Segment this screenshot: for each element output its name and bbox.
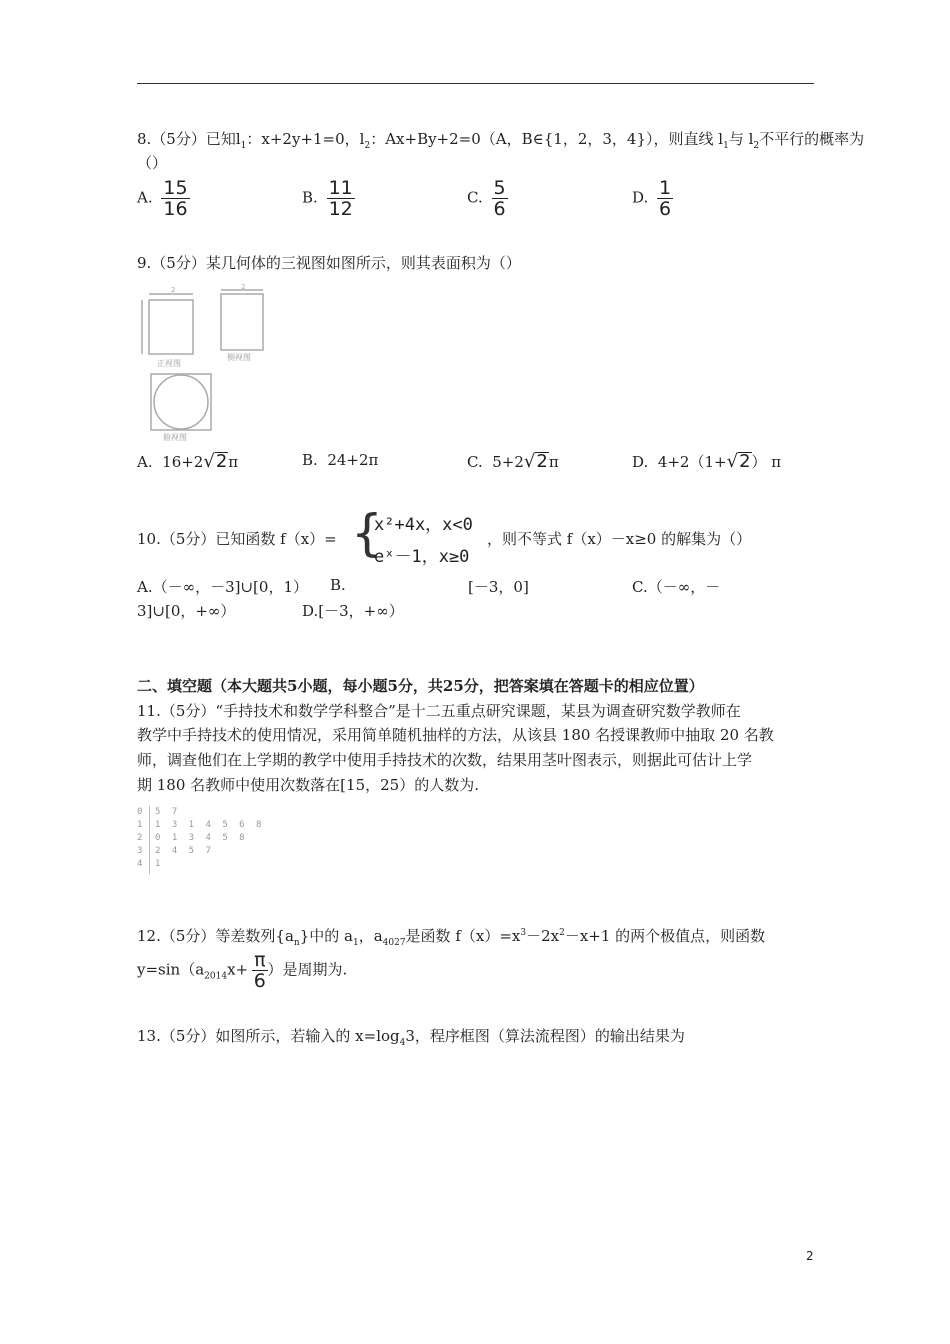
q8-option-d: D. $\frac{1}{6}$ [632,177,672,220]
stem-row: 1 [137,820,143,830]
q10-option-c: C.（－∞，－ [632,578,721,596]
stem-divider [149,806,150,874]
stem-row: 3 [137,846,143,856]
header-rule [137,83,814,84]
page-number: 2 [806,1249,814,1263]
q12-line-1: 12.（5分）等差数列$\{a_n\}$中的 $a_1$，$a_{4027}$是函数 $f(x)=x^3-2x^2-x+1$ 的两个极值点，则函数 [137,927,766,948]
stem-row: 4 [137,859,143,869]
q10-piece-1: x²+4x，x<0 [374,515,473,535]
q11-line-3: 师，调查他们在上学期的教学中使用手持技术的次数，结果用茎叶图表示，则据此可估计上学 [137,751,753,769]
q10-stem: 10.（5分）已知函数 f（x）= [137,530,337,548]
top-view-circle [154,375,208,429]
side-view-dim: 2 [241,283,246,291]
q10-option-d: D.[－3，+∞） [302,602,404,620]
side-view-rect [221,294,263,350]
q12-line-2: $y=\sin(a_{2014}x+$ $\frac{\pi}{6}$ ）是周期为. [137,949,348,992]
q10-option-b: [－3，0] [468,578,529,596]
leaf-row: 5 7 [155,807,178,817]
q10-piece-2: eˣ－1，x≥0 [374,547,470,567]
section-2-heading: 二、填空题（本大题共5小题，每小题5分，共25分，把答案填在答题卡的相应位置） [137,677,704,695]
q11-line-1: 11.（5分）“手持技术和数学学科整合”是十二五重点研究课题，某县为调查研究数学教师在 [137,702,741,720]
q9-option-b: B. 24+2π [302,451,379,469]
stem-row: 0 [137,807,143,817]
side-view-label: 侧视图 [227,353,251,362]
q8-paren: （） [137,154,168,172]
front-view-rect [149,300,193,354]
leaf-row: 1 3 1 4 5 6 8 [155,820,262,830]
leaf-row: 2 4 5 7 [155,846,211,856]
q9-stem: 9.（5分）某几何体的三视图如图所示，则其表面积为（） [137,254,521,272]
q9-option-a: A. 16+2√2π [137,451,239,472]
front-view-label: 正视图 [157,359,181,368]
q8-option-c: C. $\frac{5}{6}$ [467,177,506,220]
stem-row: 2 [137,833,143,843]
q9-option-c: C. 5+2√2π [467,451,559,472]
three-view-figure [133,282,273,442]
q9-option-d: D. 4+2（1+√2） π [632,451,782,472]
q11-line-4: 期 180 名教师中使用次数落在[15，25）的人数为. [137,776,479,794]
q13-stem: 13.（5分）如图所示，若输入的 $x=\log_43$，程序框图（算法流程图）的输出结果为 [137,1027,685,1048]
leaf-row: 1 [155,859,161,869]
q10-option-c-cont: 3]∪[0，+∞） [137,602,236,620]
q11-line-2: 教学中手持技术的使用情况，采用简单随机抽样的方法，从该县 180 名授课教师中抽取 20 名教 [137,726,774,744]
q8-option-b: B. $\frac{11}{12}$ [302,177,353,220]
leaf-row: 0 1 3 4 5 8 [155,833,245,843]
q10-stem-tail: ，则不等式 f（x）－x≥0 的解集为（） [487,530,752,548]
q10-option-a: A.（－∞，－3]∪[0，1） [137,578,308,596]
q10-brace: { [351,504,383,562]
top-view-rect [151,374,211,430]
q8-stem: 8.（5分）已知$l_1$：x+2y+1=0，$l_2$：Ax+By+2=0（A，B∈{1，2，3，4}），则直线 $l_1$与 $l_2$不平行的概率为 [137,130,865,151]
front-view-dim: 2 [171,286,176,294]
q10-option-b-label: B. [330,576,346,594]
q8-option-a: A. $\frac{15}{16}$ [137,177,188,220]
top-view-label: 俯视图 [163,433,187,442]
